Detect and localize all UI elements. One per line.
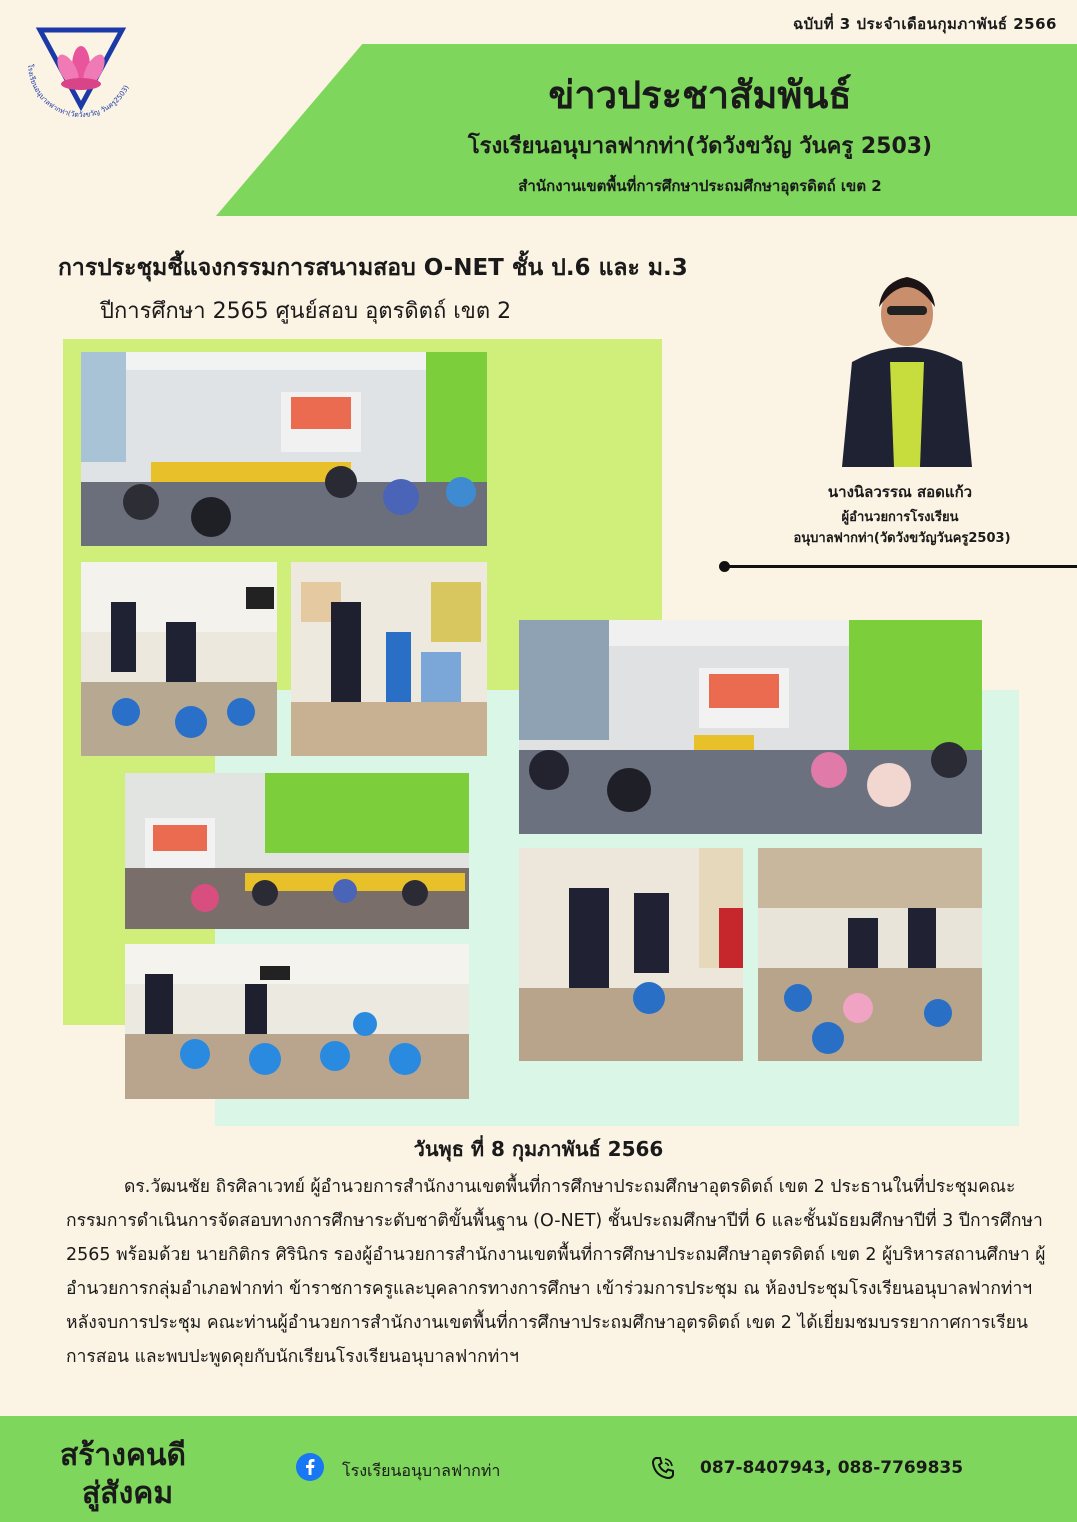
classroom-photo — [81, 562, 277, 756]
logo-text: โรงเรียนอนุบาลฟากท่า(วัดวังขวัญ วันครู2503) — [25, 63, 131, 120]
school-name: โรงเรียนอนุบาลฟากท่า(วัดวังขวัญ วันครู 2503) — [467, 134, 933, 159]
facebook-icon[interactable] — [296, 1453, 324, 1481]
meeting-room-photo — [81, 352, 487, 546]
classroom-photo — [519, 848, 743, 1061]
director-title: ผู้อำนวยการโรงเรียน — [841, 510, 959, 525]
classroom-photo — [758, 848, 982, 1061]
phone-icon — [650, 1455, 676, 1481]
director-name: นางนิลวรรณ สอดแก้ว — [827, 483, 973, 501]
classroom-photo — [291, 562, 487, 756]
divider-dot — [719, 561, 730, 572]
slogan-line-1: สร้างคนดี — [60, 1438, 186, 1473]
phone-numbers: 087-8407943, 088-7769835 — [700, 1458, 964, 1478]
headline: การประชุมชี้แจงกรรมการสนามสอบ O-NET ชั้น ป.6 และ ม.3 — [58, 255, 688, 281]
classroom-photo — [125, 944, 469, 1099]
lotus-logo-icon — [18, 24, 144, 124]
headline-sub: ปีการศึกษา 2565 ศูนย์สอบ อุตรดิตถ์ เขต 2 — [100, 299, 512, 324]
slogan-line-2: สู่สังคม — [82, 1476, 174, 1511]
office-name: สำนักงานเขตพื้นที่การศึกษาประถมศึกษาอุตรดิตถ์ เขต 2 — [518, 177, 882, 195]
page-title: ข่าวประชาสัมพันธ์ — [548, 73, 852, 117]
facebook-link[interactable]: โรงเรียนอนุบาลฟากท่า — [342, 1461, 501, 1480]
divider-line — [725, 565, 1077, 568]
director-portrait — [832, 262, 982, 467]
issue-line: ฉบับที่ 3 ประจำเดือนกุมภาพันธ์ 2566 — [792, 15, 1057, 33]
meeting-room-photo — [125, 773, 469, 929]
meeting-room-photo — [519, 620, 982, 834]
article-body: ดร.วัฒนชัย ถิรศิลาเวทย์ ผู้อำนวยการสำนักงานเขตพื้นที่การศึกษาประถมศึกษาอุตรดิตถ์ เขต 2 ประธานในที่ประชุมคณะกรรมการดำเนินการจัดสอบทางการศึกษาระดับชาติขั้นพื้นฐาน (O-NET) ชั้นประถมศึกษาปีที่ 6 และชั้นมัธยมศึกษาปีที่ 3 ปีการศึกษา 2565 พร้อมด้วย นายกิติกร ศิรินิกร รองผู้อำนวยการสำนักงานเขตพื้นที่การศึกษาประถมศึกษาอุตรดิตถ์ เขต 2 ผู้บริหารสถานศึกษา ผู้อำนวยการกลุ่มอำเภอฟากท่า ข้าราชการครูและบุคลากรทางการศึกษา เข้าร่วมการประชุม ณ ห้องประชุมโรงเรียนอนุบาลฟากท่าฯ หลังจบการประชุม คณะท่านผู้อำนวยการสำนักงานเขตพื้นที่การศึกษาประถมศึกษาอุตรดิตถ์ เขต 2 ได้เยี่ยมชมบรรยากาศการเรียนการสอน และพบปะพูดคุยกับนักเรียนโรงเรียนอนุบาลฟากท่าฯ — [66, 1177, 1046, 1367]
director-school: อนุบาลฟากท่า(วัดวังขวัญวันครู2503) — [793, 531, 1011, 546]
article-date: วันพุธ ที่ 8 กุมภาพันธ์ 2566 — [413, 1137, 664, 1161]
